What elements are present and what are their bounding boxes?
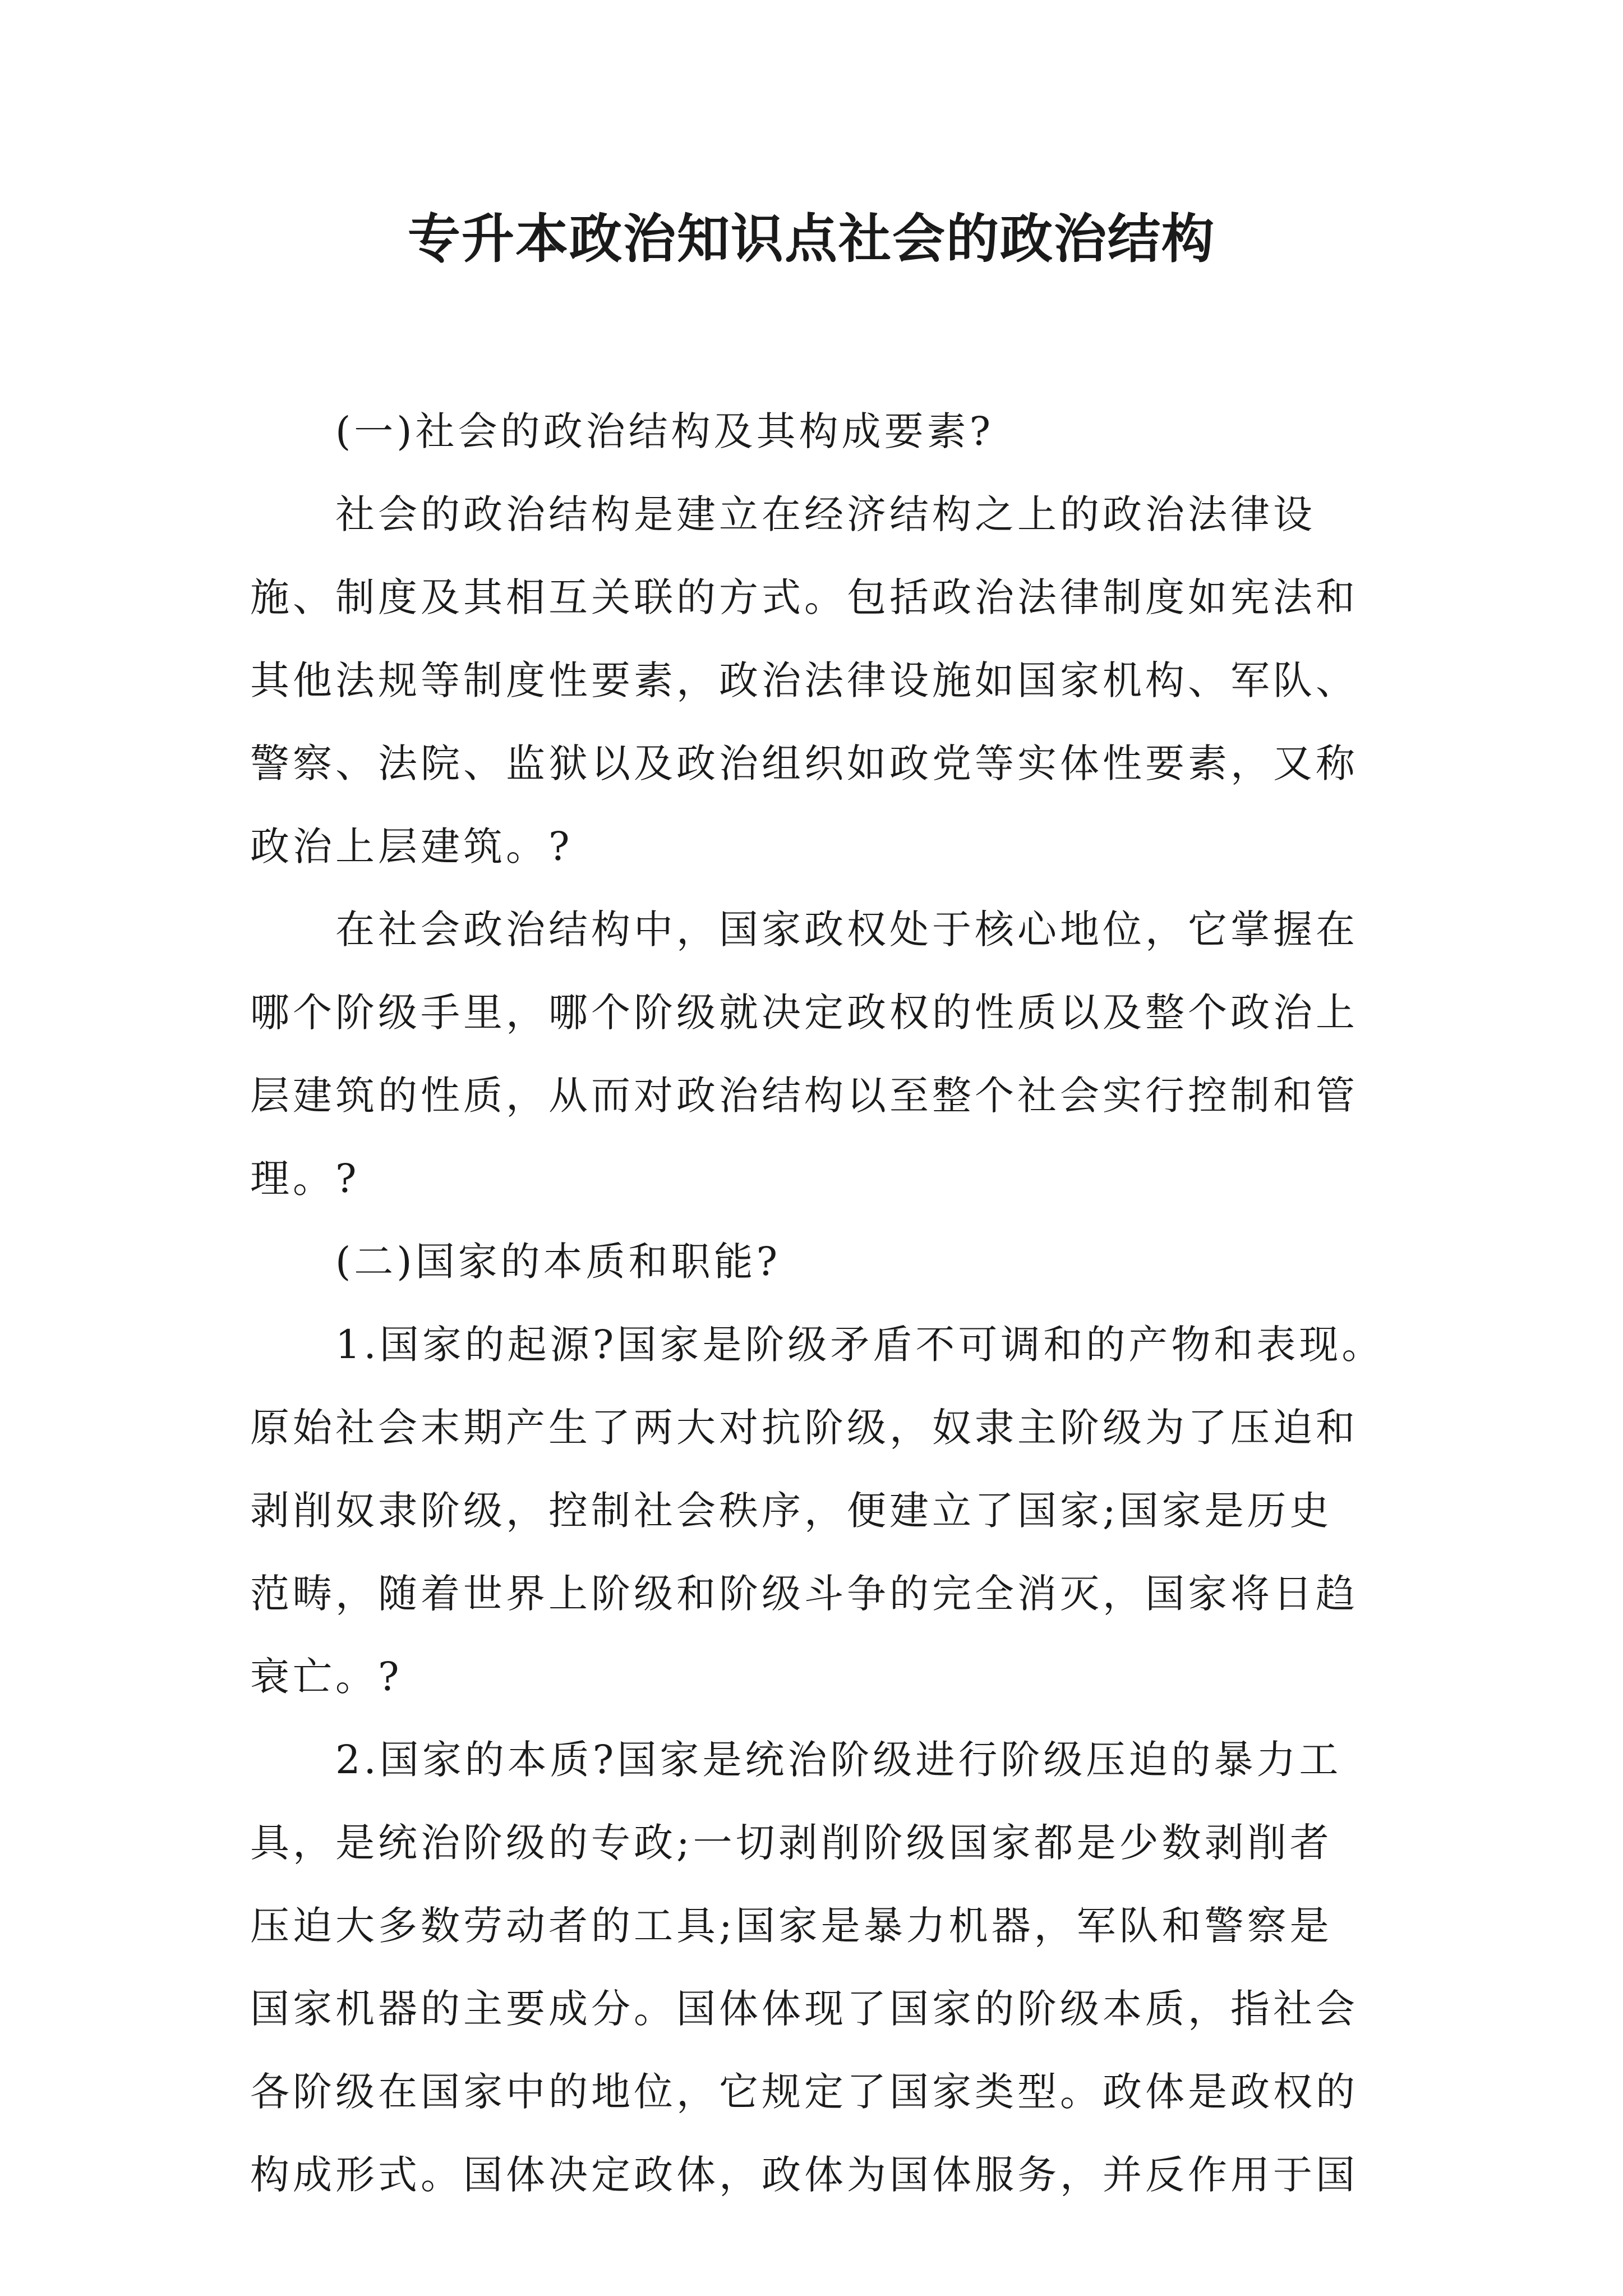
text-line: 其他法规等制度性要素，政治法律设施如国家机构、军队、 <box>250 657 1358 703</box>
text-line: 社会的政治结构是建立在经济结构之上的政治法律设 <box>250 491 1316 537</box>
text-line: 在社会政治结构中，国家政权处于核心地位，它掌握在 <box>250 907 1358 953</box>
text-line: 衰亡。? <box>250 1654 403 1700</box>
text-line: 各阶级在国家中的地位，它规定了国家类型。政体是政权的 <box>250 2069 1358 2115</box>
text-line: 剥削奴隶阶级，控制社会秩序，便建立了国家;国家是历史 <box>250 1488 1332 1534</box>
text-line: 压迫大多数劳动者的工具;国家是暴力机器，军队和警察是 <box>250 1903 1332 1949</box>
text-line: 层建筑的性质，从而对政治结构以至整个社会实行控制和管 <box>250 1073 1358 1119</box>
text-line: (二)国家的本质和职能? <box>250 1239 781 1285</box>
text-line: 哪个阶级手里，哪个阶级就决定政权的性质以及整个政治上 <box>250 990 1358 1036</box>
text-line: 2.国家的本质?国家是统治阶级进行阶级压迫的暴力工 <box>250 1737 1342 1783</box>
document-body <box>250 390 1400 2216</box>
text-line: 警察、法院、监狱以及政治组织如政党等实体性要素，又称 <box>250 740 1358 786</box>
text-line: 国家机器的主要成分。国体体现了国家的阶级本质，指社会 <box>250 1986 1358 2032</box>
text-line: 原始社会末期产生了两大对抗阶级，奴隶主阶级为了压迫和 <box>250 1405 1358 1451</box>
text-line: (一)社会的政治结构及其构成要素? <box>250 408 994 454</box>
text-line: 范畴，随着世界上阶级和阶级斗争的完全消灭，国家将日趋 <box>250 1571 1358 1617</box>
text-line: 1.国家的起源?国家是阶级矛盾不可调和的产物和表现。 <box>250 1322 1385 1368</box>
text-line: 施、制度及其相互关联的方式。包括政治法律制度如宪法和 <box>250 574 1358 620</box>
text-line: 政治上层建筑。? <box>250 823 573 869</box>
document-title: 专升本政治知识点社会的政治结构 <box>407 209 1215 270</box>
text-line: 构成形式。国体决定政体，政体为国体服务，并反作用于国 <box>250 2152 1358 2198</box>
text-line: 理。? <box>250 1156 360 1202</box>
text-line: 具，是统治阶级的专政;一切剥削阶级国家都是少数剥削者 <box>250 1820 1332 1866</box>
